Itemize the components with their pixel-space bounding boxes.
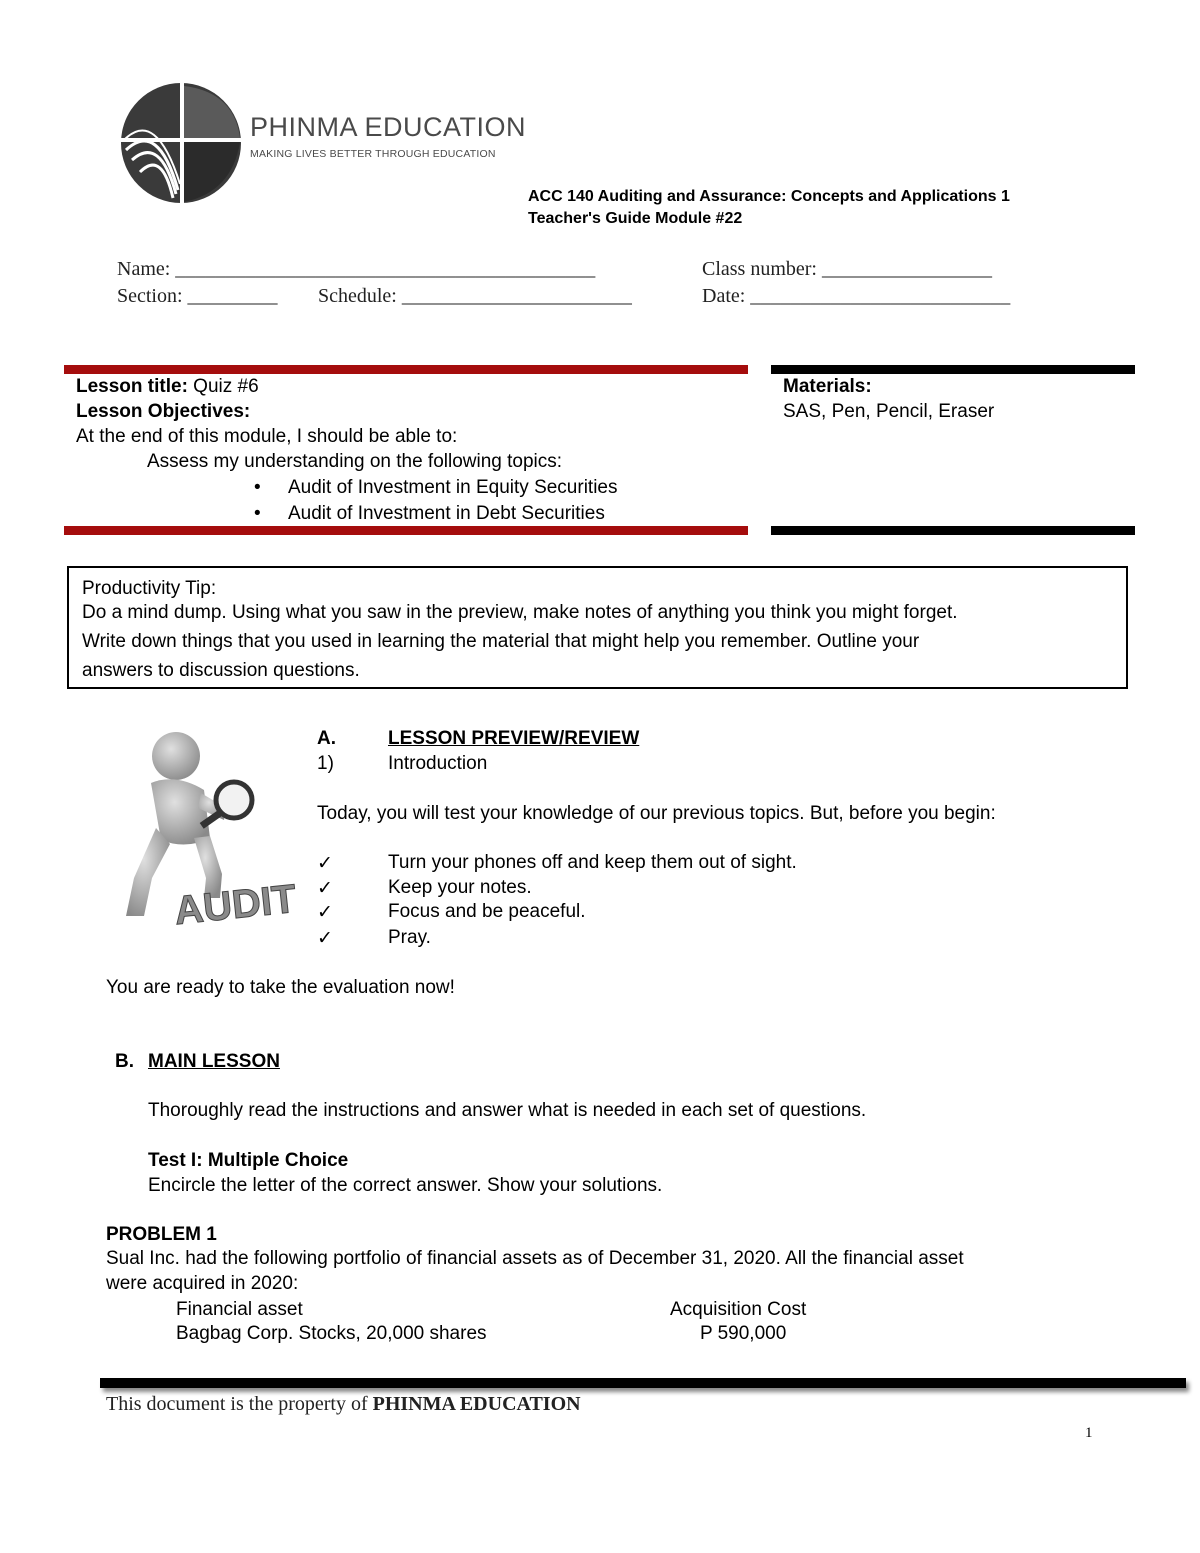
footer-text xyxy=(106,1393,581,1416)
checkmark-icon: ✓ xyxy=(317,853,333,874)
tip-line: Do a mind dump. Using what you saw in the preview, make notes of anything you think you might forget. xyxy=(82,602,958,623)
section-a-sub-number: 1) xyxy=(317,753,334,774)
checklist-item: Focus and be peaceful. xyxy=(388,901,586,922)
page-number: 1 xyxy=(1085,1425,1093,1441)
lesson-assess: Assess my understanding on the following topics: xyxy=(147,451,563,472)
table-cell-asset: Bagbag Corp. Stocks, 20,000 shares xyxy=(176,1323,487,1344)
bullet-icon: • xyxy=(254,477,261,498)
lesson-title xyxy=(76,376,259,398)
footer-owner: PHINMA EDUCATION xyxy=(372,1393,581,1415)
section-b-letter: B. xyxy=(115,1051,134,1072)
section-a-intro: Today, you will test your knowledge of our previous topics. But, before you begin: xyxy=(317,803,996,824)
section-b-title: MAIN LESSON xyxy=(148,1051,280,1072)
lesson-title-value: Quiz #6 xyxy=(187,376,259,397)
tip-heading: Productivity Tip: xyxy=(82,578,217,599)
lesson-top-rule xyxy=(64,365,748,374)
logo-tagline: MAKING LIVES BETTER THROUGH EDUCATION xyxy=(250,148,496,160)
lesson-intro: At the end of this module, I should be able to: xyxy=(76,426,458,447)
lesson-title-label: Lesson title: xyxy=(76,376,188,397)
section-a-letter: A. xyxy=(317,728,336,749)
problem-text: were acquired in 2020: xyxy=(106,1273,299,1294)
checklist-item: Turn your phones off and keep them out of sight. xyxy=(388,852,797,873)
class-number-field: Class number: _________________ xyxy=(702,258,992,280)
lesson-objectives-label: Lesson Objectives: xyxy=(76,401,251,422)
phinma-logo xyxy=(118,80,518,210)
section-a-title: LESSON PREVIEW/REVIEW xyxy=(388,728,640,749)
section-field: Section: _________ xyxy=(117,285,278,307)
footer-rule xyxy=(100,1378,1186,1388)
materials-top-rule xyxy=(771,365,1135,374)
lesson-bottom-rule xyxy=(64,526,748,535)
magnifier-figure-icon xyxy=(106,728,306,928)
logo-title: PHINMA EDUCATION xyxy=(250,112,527,142)
bullet-icon: • xyxy=(254,503,261,524)
name-field: Name: __________________________________________ xyxy=(117,258,596,280)
section-a-sub-title: Introduction xyxy=(388,753,488,774)
audit-image-label: AUDIT xyxy=(172,876,299,928)
materials-bottom-rule xyxy=(771,526,1135,535)
course-title: ACC 140 Auditing and Assurance: Concepts and Applications 1 xyxy=(528,188,1010,205)
footer-prefix: This document is the property of xyxy=(106,1393,373,1415)
materials-label: Materials: xyxy=(783,376,872,397)
table-header-cost: Acquisition Cost xyxy=(670,1299,807,1320)
checklist-item: Keep your notes. xyxy=(388,877,532,898)
table-cell-cost: P 590,000 xyxy=(700,1323,787,1344)
problem-title: PROBLEM 1 xyxy=(106,1224,217,1245)
test-instructions: Encircle the letter of the correct answer. Show your solutions. xyxy=(148,1175,663,1196)
guide-title: Teacher's Guide Module #22 xyxy=(528,210,743,227)
checkmark-icon: ✓ xyxy=(317,902,333,923)
topic-text: Audit of Investment in Equity Securities xyxy=(288,477,618,498)
table-header-asset: Financial asset xyxy=(176,1299,303,1320)
tip-line: answers to discussion questions. xyxy=(82,660,360,681)
section-b-instructions: Thoroughly read the instructions and answer what is needed in each set of questions. xyxy=(148,1100,867,1121)
checkmark-icon: ✓ xyxy=(317,878,333,899)
date-field: Date: __________________________ xyxy=(702,285,1011,307)
topic-text: Audit of Investment in Debt Securities xyxy=(288,503,605,524)
logo-emblem-icon xyxy=(118,80,248,210)
problem-text: Sual Inc. had the following portfolio of financial assets as of December 31, 2020. All the financial asset xyxy=(106,1248,964,1269)
materials-list: SAS, Pen, Pencil, Eraser xyxy=(783,401,995,422)
audit-figure-image xyxy=(106,728,306,928)
checkmark-icon: ✓ xyxy=(317,928,333,949)
tip-line: Write down things that you used in learning the material that might help you remember. Outline your xyxy=(82,631,920,652)
ready-text: You are ready to take the evaluation now! xyxy=(106,977,455,998)
schedule-field: Schedule: _______________________ xyxy=(318,285,632,307)
test-title: Test I: Multiple Choice xyxy=(148,1150,349,1171)
checklist-item: Pray. xyxy=(388,927,431,948)
